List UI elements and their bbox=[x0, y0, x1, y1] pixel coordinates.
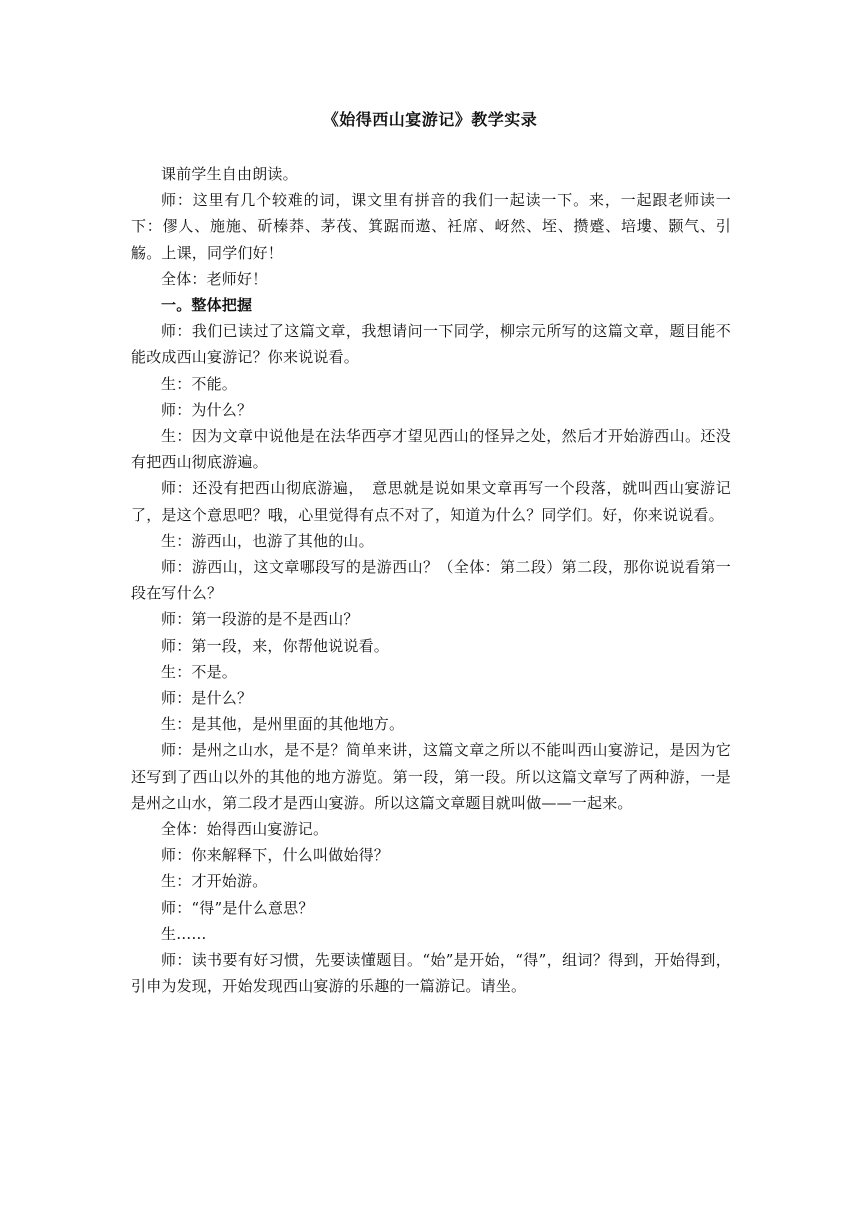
document-title: 《始得西山宴游记》教学实录 bbox=[322, 110, 538, 129]
dialogue-line: 师：第一段，来，你帮他说说看。 bbox=[161, 636, 390, 655]
dialogue-line: 全体：始得西山宴游记。 bbox=[161, 820, 329, 839]
paragraph-class-greeting: 全体：老师好！ bbox=[161, 269, 268, 288]
dialogue-line: 师：还没有把西山彻底游遍， 意思就是说如果文章再写一个段落，就叫西山宴游记了，是这个意思吧？哦，心里觉得有点不对了，知道为什么？同学们。好，你来说说看。 bbox=[131, 479, 731, 524]
dialogue-line: 师：读书要有好习惯，先要读懂题目。“始”是开始，“得”，组词？得到，开始得到，引申为发现，开始发现西山宴游的乐趣的一篇游记。请坐。 bbox=[131, 951, 731, 996]
paragraph-pre-class: 课前学生自由朗读。 bbox=[161, 165, 298, 183]
dialogue-line: 师：“得”是什么意思？ bbox=[161, 898, 314, 917]
dialogue-line: 师：第一段游的是不是西山？ bbox=[161, 610, 359, 629]
dialogue-line: 师：你来解释下，什么叫做始得？ bbox=[161, 846, 390, 865]
dialogue-line: 生：因为文章中说他是在法华西亭才望见西山的怪异之处，然后才开始游西山。还没有把西山彻底游遍。 bbox=[131, 427, 731, 472]
document-body bbox=[131, 161, 731, 1000]
dialogue-line: 师：是州之山水，是不是？简单来讲，这篇文章之所以不能叫西山宴游记，是因为它还写到了西山以外的其他的地方游览。第一段，第一段。所以这篇文章写了两种游，一是是州之山水，第二段才是西山宴游。所以这篇文章题目就叫做——一起来。 bbox=[131, 741, 731, 812]
dialogue-line: 生…… bbox=[161, 924, 207, 943]
dialogue-line: 生：才开始游。 bbox=[161, 872, 268, 891]
dialogue-line: 师：我们已读过了这篇文章，我想请问一下同学，柳宗元所写的这篇文章，题目能不能改成西山宴游记？你来说说看。 bbox=[131, 322, 731, 367]
dialogue-line: 师：游西山，这文章哪段写的是游西山？（全体：第二段）第二段，那你说说看第一段在写什么？ bbox=[131, 558, 731, 603]
dialogue-line: 生：不是。 bbox=[161, 662, 238, 681]
dialogue-line: 师：是什么？ bbox=[161, 689, 253, 708]
dialogue-line: 生：游西山，也游了其他的山。 bbox=[161, 531, 374, 550]
dialogue-line: 师：为什么？ bbox=[161, 400, 253, 419]
paragraph-teacher-vocab: 师：这里有几个较难的词，课文里有拼音的我们一起读一下。来，一起跟老师读一下：僇人、施施、斫榛莽、茅茷、箕踞而遨、衽席、岈然、垤、攒蹙、培塿、颢气、引觞。上课，同学们好！ bbox=[131, 191, 731, 262]
dialogue-line: 生：不能。 bbox=[161, 374, 238, 393]
dialogue-line: 生：是其他，是州里面的其他地方。 bbox=[161, 715, 405, 734]
section-heading-overall: 一。整体把握 bbox=[161, 296, 253, 315]
